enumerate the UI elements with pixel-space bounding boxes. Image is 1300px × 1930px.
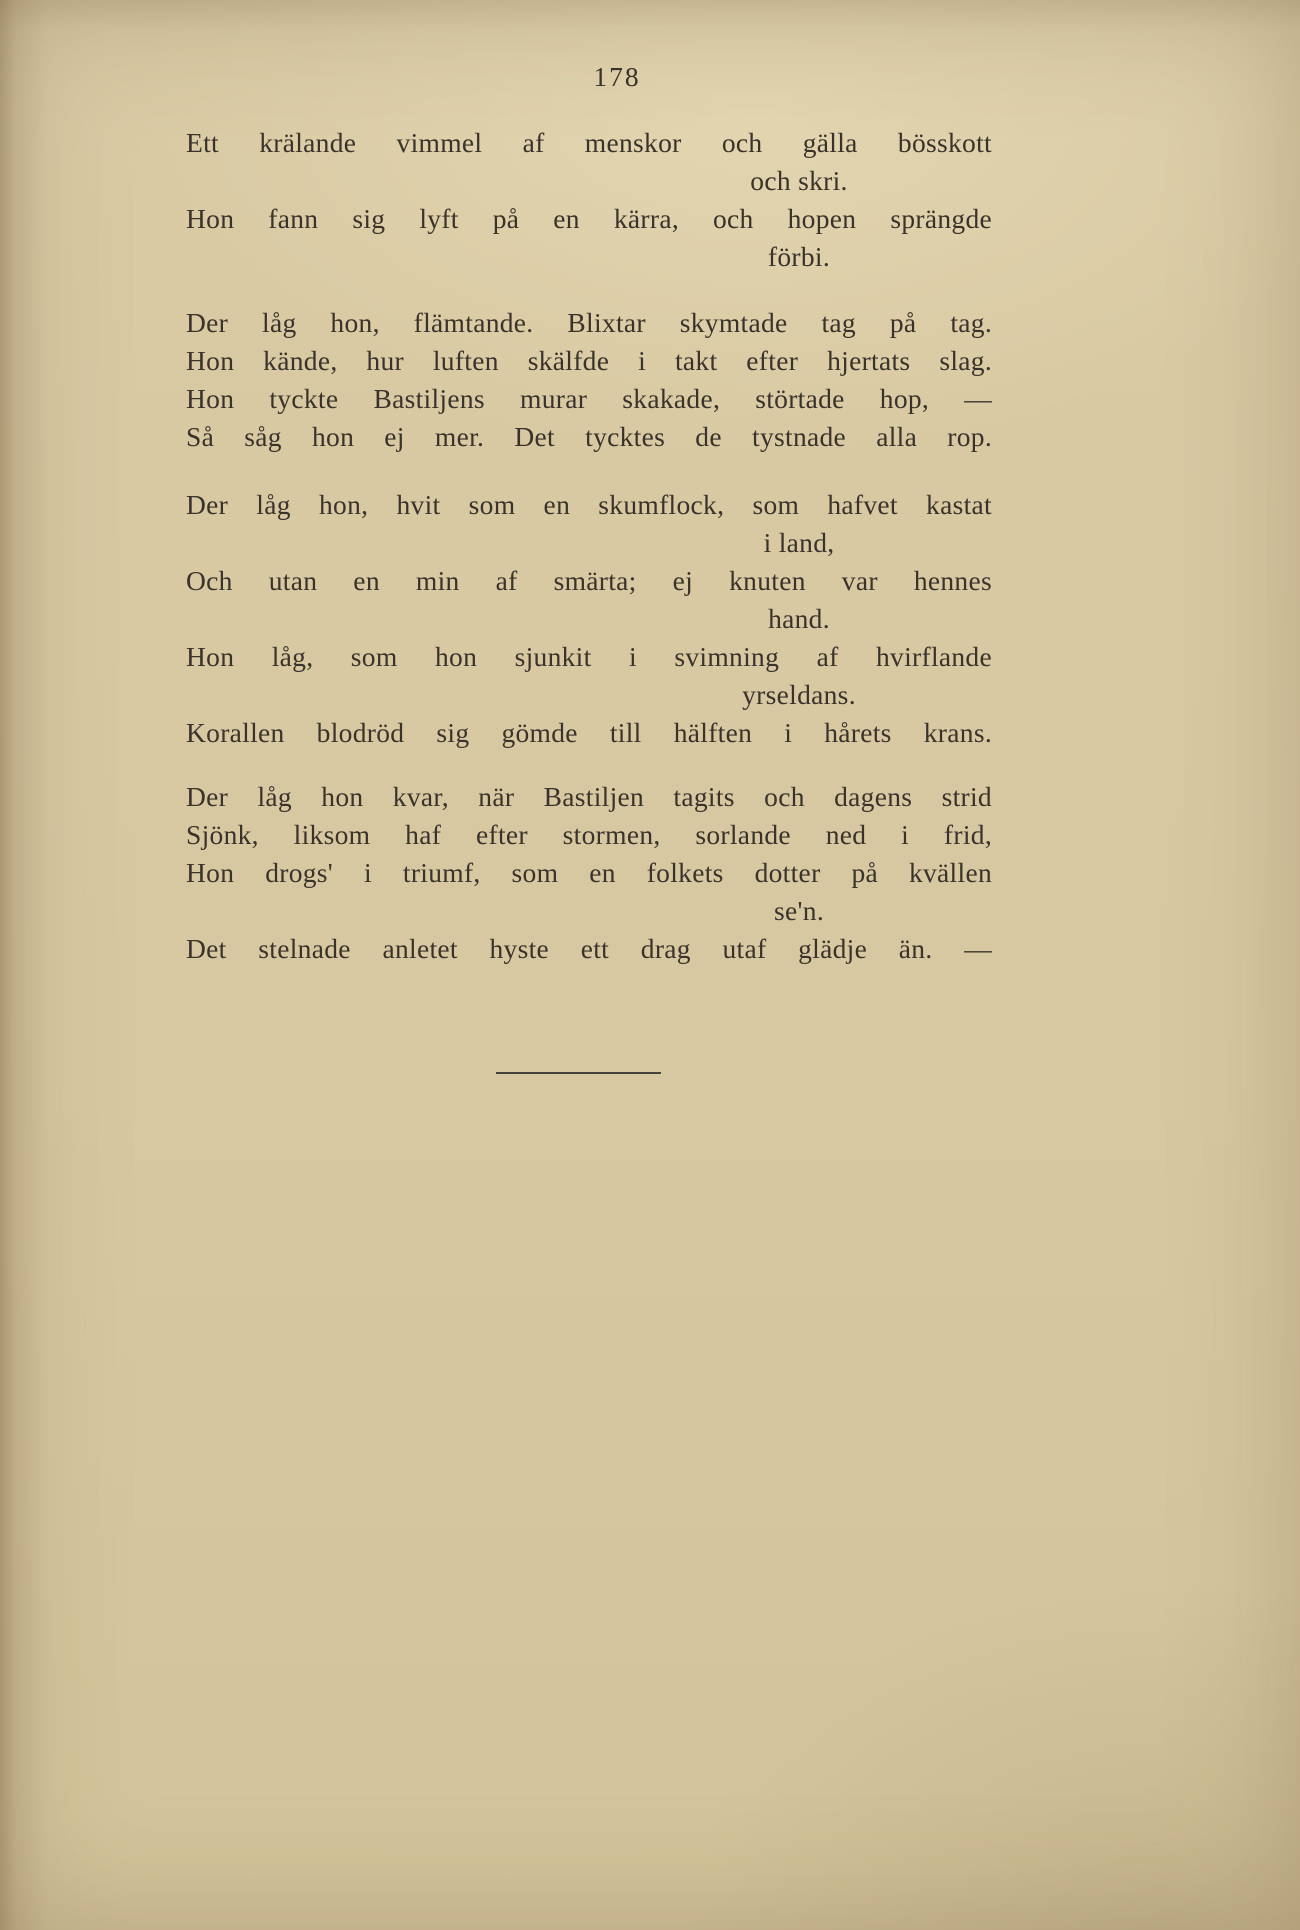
poem-line: förbi. [767, 241, 831, 272]
poem-line: hand. [768, 603, 830, 634]
poem-line: Der låg hon kvar, när Bastiljen tagits och dagens strid [186, 781, 992, 812]
poem-line: Det stelnade anletet hyste ett drag utaf glädje än. — [186, 933, 992, 964]
poem-line: Hon kände, hur luften skälfde i takt efter hjertats slag. [186, 345, 992, 376]
poem-line: Hon låg, som hon sjunkit i svimning af hvirflande [186, 641, 992, 672]
poem-line: se'n. [774, 895, 824, 926]
poem-line: Der låg hon, flämtande. Blixtar skymtade tag på tag. [186, 307, 992, 338]
poem-line: Och utan en min af smärta; ej knuten var hennes [186, 565, 992, 596]
text-column [186, 58, 992, 1074]
poem-line: Sjönk, liksom haf efter stormen, sorlande ned i frid, [186, 819, 992, 850]
poem-line: Ett krälande vimmel af menskor och gälla bösskott [186, 127, 992, 158]
poem-line: Så såg hon ej mer. Det tycktes de tystnade alla rop. [186, 421, 992, 452]
stanza [186, 778, 992, 968]
poem-line: Hon drogs' i triumf, som en folkets dotter på kvällen [186, 857, 992, 888]
stanza [186, 124, 992, 276]
section-divider [496, 1072, 661, 1074]
stanza [186, 304, 992, 456]
poem-line: yrseldans. [742, 679, 856, 710]
poem-line: Der låg hon, hvit som en skumflock, som hafvet kastat [186, 489, 992, 520]
poem-line: Hon fann sig lyft på en kärra, och hopen sprängde [186, 203, 992, 234]
poem-line: i land, [763, 527, 835, 558]
poem-line: Korallen blodröd sig gömde till hälften i hårets krans. [186, 717, 992, 748]
stanza [186, 486, 992, 752]
poem-line: Hon tyckte Bastiljens murar skakade, störtade hop, — [186, 383, 992, 414]
poem-line: och skri. [750, 165, 848, 196]
page-number: 178 [593, 61, 641, 92]
